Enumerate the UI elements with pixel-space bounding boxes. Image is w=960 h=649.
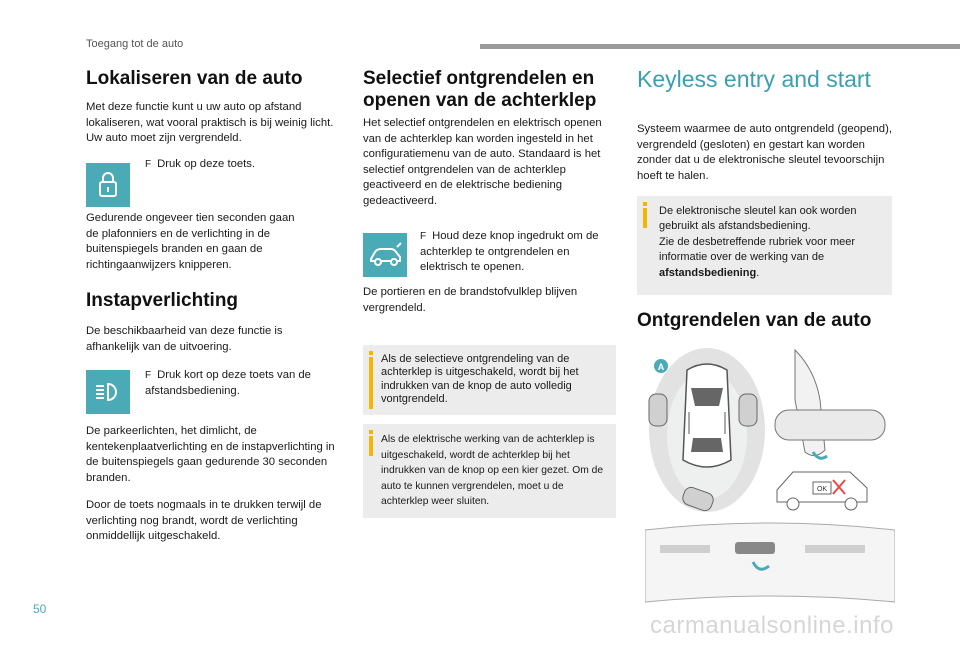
info-keyless-bold: afstandsbediening: [659, 266, 757, 279]
selectief-intro: Het selectief ontgrendelen en elektrisch openen van de achterklep kan worden ingesteld in het configuratiemenu van de auto. Standaard is het selectief ontgrendelen van de achterklep geactiveerd en de elektrische bediening gedeactiveerd.: [363, 117, 602, 207]
ok-label: OK: [816, 486, 828, 493]
info-marker: [369, 430, 373, 456]
instap-after-2: Door de toets nogmaals in te drukken terwijl de verlichting nog brandt, wordt de verlichting onmiddellijk uitgeschakeld.: [86, 499, 322, 543]
lokaliseren-step: [145, 157, 335, 173]
step-bullet: F: [420, 231, 427, 242]
step-bullet: F: [145, 370, 152, 381]
heading-selectief: Selectief ontgrendelen en openen van de achterklep: [363, 68, 597, 111]
watermark: carmanualsonline.info: [650, 612, 894, 639]
heading-ontgrendelen: Ontgrendelen van de auto: [637, 310, 872, 331]
instap-step-text: Druk kort op deze toets van de afstandsbediening.: [145, 369, 311, 397]
instap-after-1: De parkeerlichten, het dimlicht, de kentekenplaatverlichting en de instapverlichting in de buitenspiegels gaan gedurende 30 seconden branden.: [86, 425, 335, 484]
figure-label-a: A: [657, 362, 665, 372]
info-marker: [369, 351, 373, 409]
step-bullet: F: [145, 159, 152, 170]
info-box-electric: [363, 424, 616, 518]
instap-step: [145, 368, 335, 399]
heading-lokaliseren: Lokaliseren van de auto: [86, 68, 303, 89]
page-number: 50: [33, 602, 47, 616]
info-keyless-end: .: [756, 266, 760, 279]
heading-keyless: Keyless entry and start: [637, 66, 871, 92]
lokaliseren-after: Gedurende ongeveer tien seconden gaan de plafonniers en de verlichting in de buitenspiegels branden en gaan de richtingaanwijzers knipperen.: [86, 212, 295, 271]
selectief-step-text: Houd deze knop ingedrukt om de achterklep te ontgrendelen en elektrisch te openen.: [420, 230, 599, 274]
info-keyless-line2: Zie de desbetreffende rubriek voor meer informatie over de werking van de: [659, 235, 856, 264]
selectief-after: De portieren en de brandstofvulklep blijven vergrendeld.: [363, 286, 578, 314]
tailgate-button-icon: [363, 233, 407, 277]
heading-instapverlichting: Instapverlichting: [86, 290, 239, 311]
keyless-illustration: [645, 340, 895, 612]
info-keyless-line1: De elektronische sleutel kan ook worden gebruikt als afstandsbediening.: [659, 205, 857, 233]
info-selective-text: Als de selectieve ontgrendeling van de achterklep is uitgeschakeld, wordt bij het indrukken van de knop de auto volledig vontgrendeld.: [381, 353, 579, 406]
instap-intro: De beschikbaarheid van deze functie is afhankelijk van de uitvoering.: [86, 325, 283, 353]
headlight-button-icon: [86, 370, 130, 414]
lock-button-icon: [86, 163, 130, 207]
keyless-intro: Systeem waarmee de auto ontgrendeld (geopend), vergrendeld (gesloten) en gestart kan worden zonder dat u de elektronische sleutel tevoorschijn hoeft te halen.: [637, 123, 892, 182]
info-box-keyless: [637, 196, 892, 295]
info-marker: [643, 202, 647, 228]
info-keyless-text: [659, 204, 885, 281]
selectief-step: [420, 229, 620, 276]
section-header: Toegang tot de auto: [86, 38, 184, 50]
lokaliseren-intro: Met deze functie kunt u uw auto op afstand lokaliseren, wat vooral praktisch is bij weinig licht. Uw auto moet zijn vergrendeld.: [86, 101, 334, 145]
info-electric-text: Als de elektrische werking van de achterklep is uitgeschakeld, wordt de achterklep bij het indrukken van de knop op een kier gezet. Om de auto te kunnen vergrendelen, moet u de achterklep weer sluiten.: [381, 434, 604, 508]
info-box-selective: [363, 345, 616, 415]
header-bar: [480, 44, 960, 49]
lokaliseren-step-text: Druk op deze toets.: [157, 158, 256, 170]
